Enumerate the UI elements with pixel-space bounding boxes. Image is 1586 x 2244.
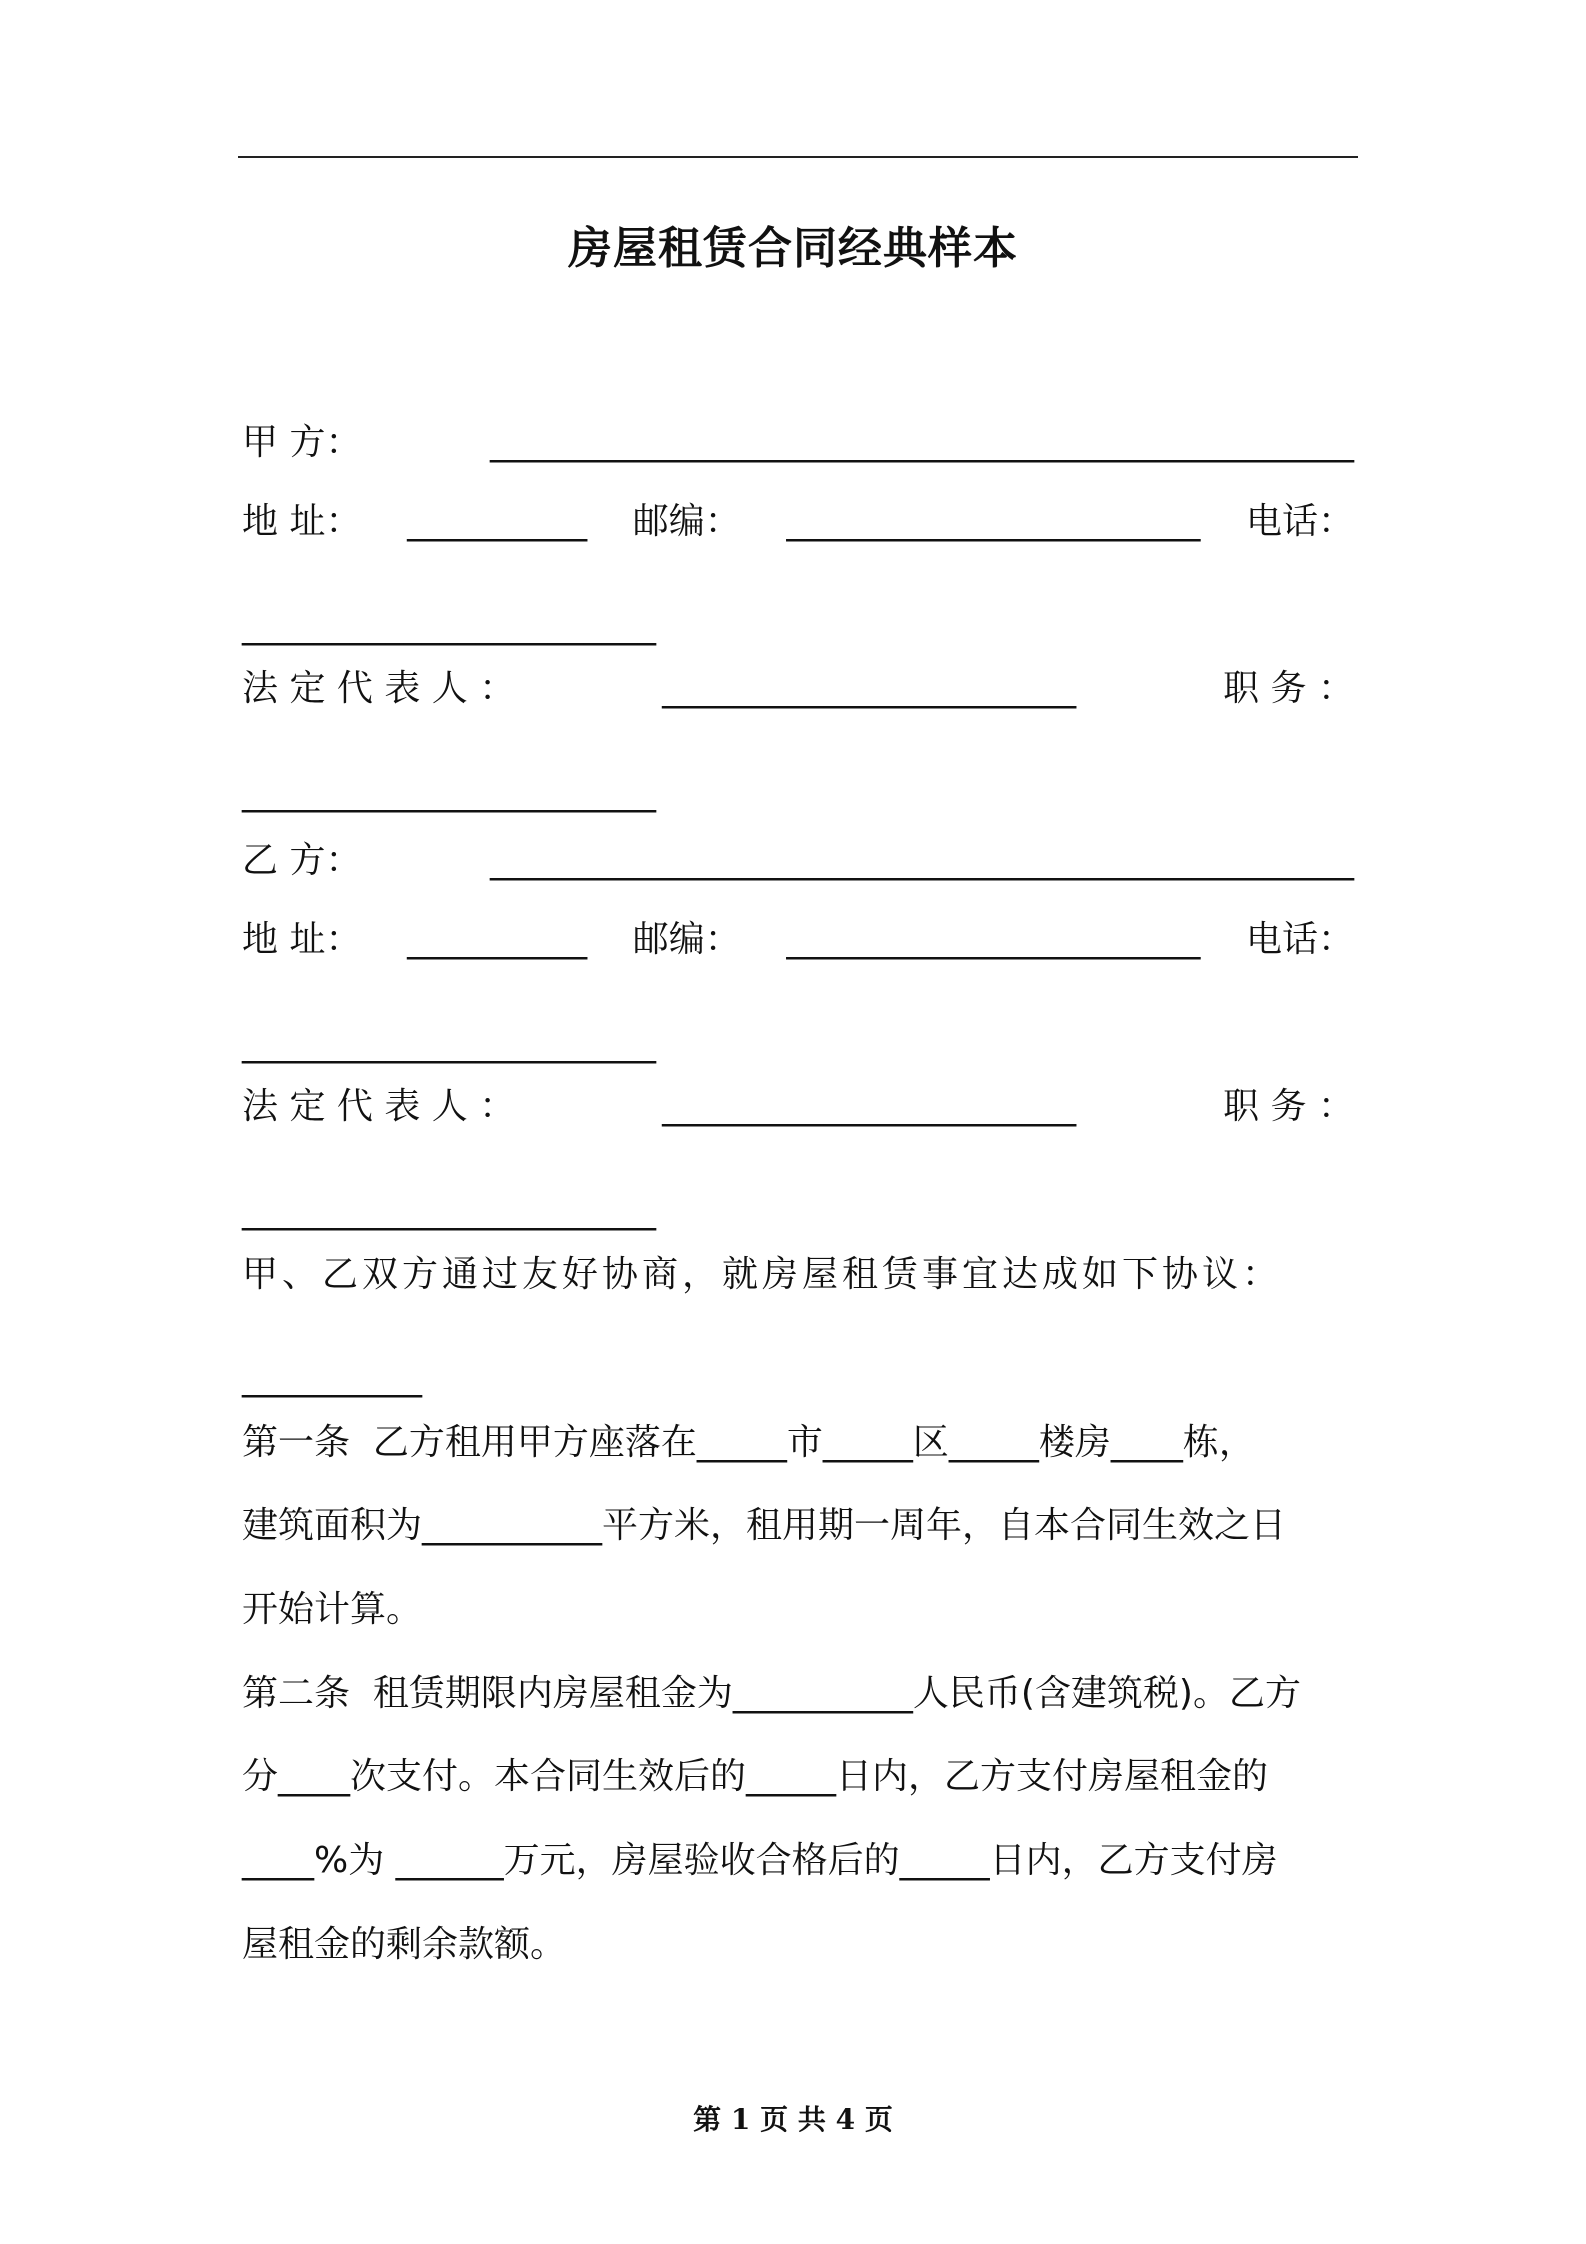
article-2-line-4: 屋租金的剩余款额。 — [242, 1924, 567, 1965]
party-b-blank: ________________________________________________ — [490, 840, 1354, 881]
party-a-postcode-blank: _______________________ — [786, 501, 1201, 542]
document-title: 房屋租赁合同经典样本 — [568, 223, 1018, 274]
party-b-rep-line — [242, 1084, 1354, 1130]
party-a-position-blank: _______________________ — [242, 772, 656, 813]
party-b-phone-blank: _______________________ — [242, 1023, 656, 1064]
party-a-phone-label: 电话： — [1245, 501, 1354, 542]
party-b-postcode-blank: _______________________ — [786, 919, 1201, 960]
party-b-position-blank: _______________________ — [242, 1190, 656, 1231]
party-b-position-label: 职 务 ： — [1223, 1086, 1354, 1127]
party-b-rep-blank: _______________________ — [662, 1086, 1077, 1127]
party-b-rep-label: 法 定 代 表 人 ： — [242, 1086, 516, 1127]
party-a-address-label: 地 址： — [242, 501, 362, 542]
party-b-address-blank: __________ — [407, 919, 588, 960]
header-rule — [238, 156, 1358, 158]
page-number: 第 1 页 共 4 页 — [693, 2103, 893, 2136]
party-b-address-label: 地 址： — [242, 919, 362, 960]
party-a-rep-blank: _______________________ — [662, 668, 1077, 709]
party-a-phone-blank: _______________________ — [242, 605, 656, 646]
article-1-line-2: 建筑面积为__________平方米，租用期一周年，自本合同生效之日 — [242, 1505, 1287, 1546]
intro-text: 甲、乙双方通过友好协商，就房屋租赁事宜达成如下协议： — [242, 1254, 1283, 1295]
party-b-label: 乙 方： — [242, 840, 362, 881]
party-a-blank: ________________________________________________ — [490, 422, 1354, 463]
party-a-postcode-label: 邮编： — [632, 501, 741, 542]
party-a-rep-label: 法 定 代 表 人 ： — [242, 668, 516, 709]
party-b-phone-label: 电话： — [1245, 919, 1354, 960]
party-b-line — [242, 838, 1354, 884]
article-2-line-2: 分____次支付。本合同生效后的_____日内，乙方支付房屋租金的 — [242, 1756, 1269, 1797]
article-1-line-1: 第一条 乙方租用甲方座落在_____市_____区_____楼房____栋， — [242, 1422, 1255, 1463]
party-a-address-blank: __________ — [407, 501, 588, 542]
intro-blank: __________ — [242, 1357, 422, 1398]
party-b-address-line — [242, 917, 1354, 963]
party-a-label: 甲 方： — [242, 422, 362, 463]
party-a-line — [242, 420, 1354, 466]
party-a-position-label: 职 务 ： — [1223, 668, 1354, 709]
article-2-line-3: ____%为 ______万元，房屋验收合格后的_____日内，乙方支付房 — [242, 1840, 1278, 1881]
party-b-postcode-label: 邮编： — [632, 919, 741, 960]
party-a-address-line — [242, 499, 1354, 545]
party-a-rep-line — [242, 666, 1354, 712]
intro-line — [242, 1252, 1354, 1298]
article-2-line-1: 第二条 租赁期限内房屋租金为__________人民币(含建筑税)。乙方 — [242, 1673, 1301, 1714]
article-1-line-3: 开始计算。 — [242, 1589, 423, 1630]
